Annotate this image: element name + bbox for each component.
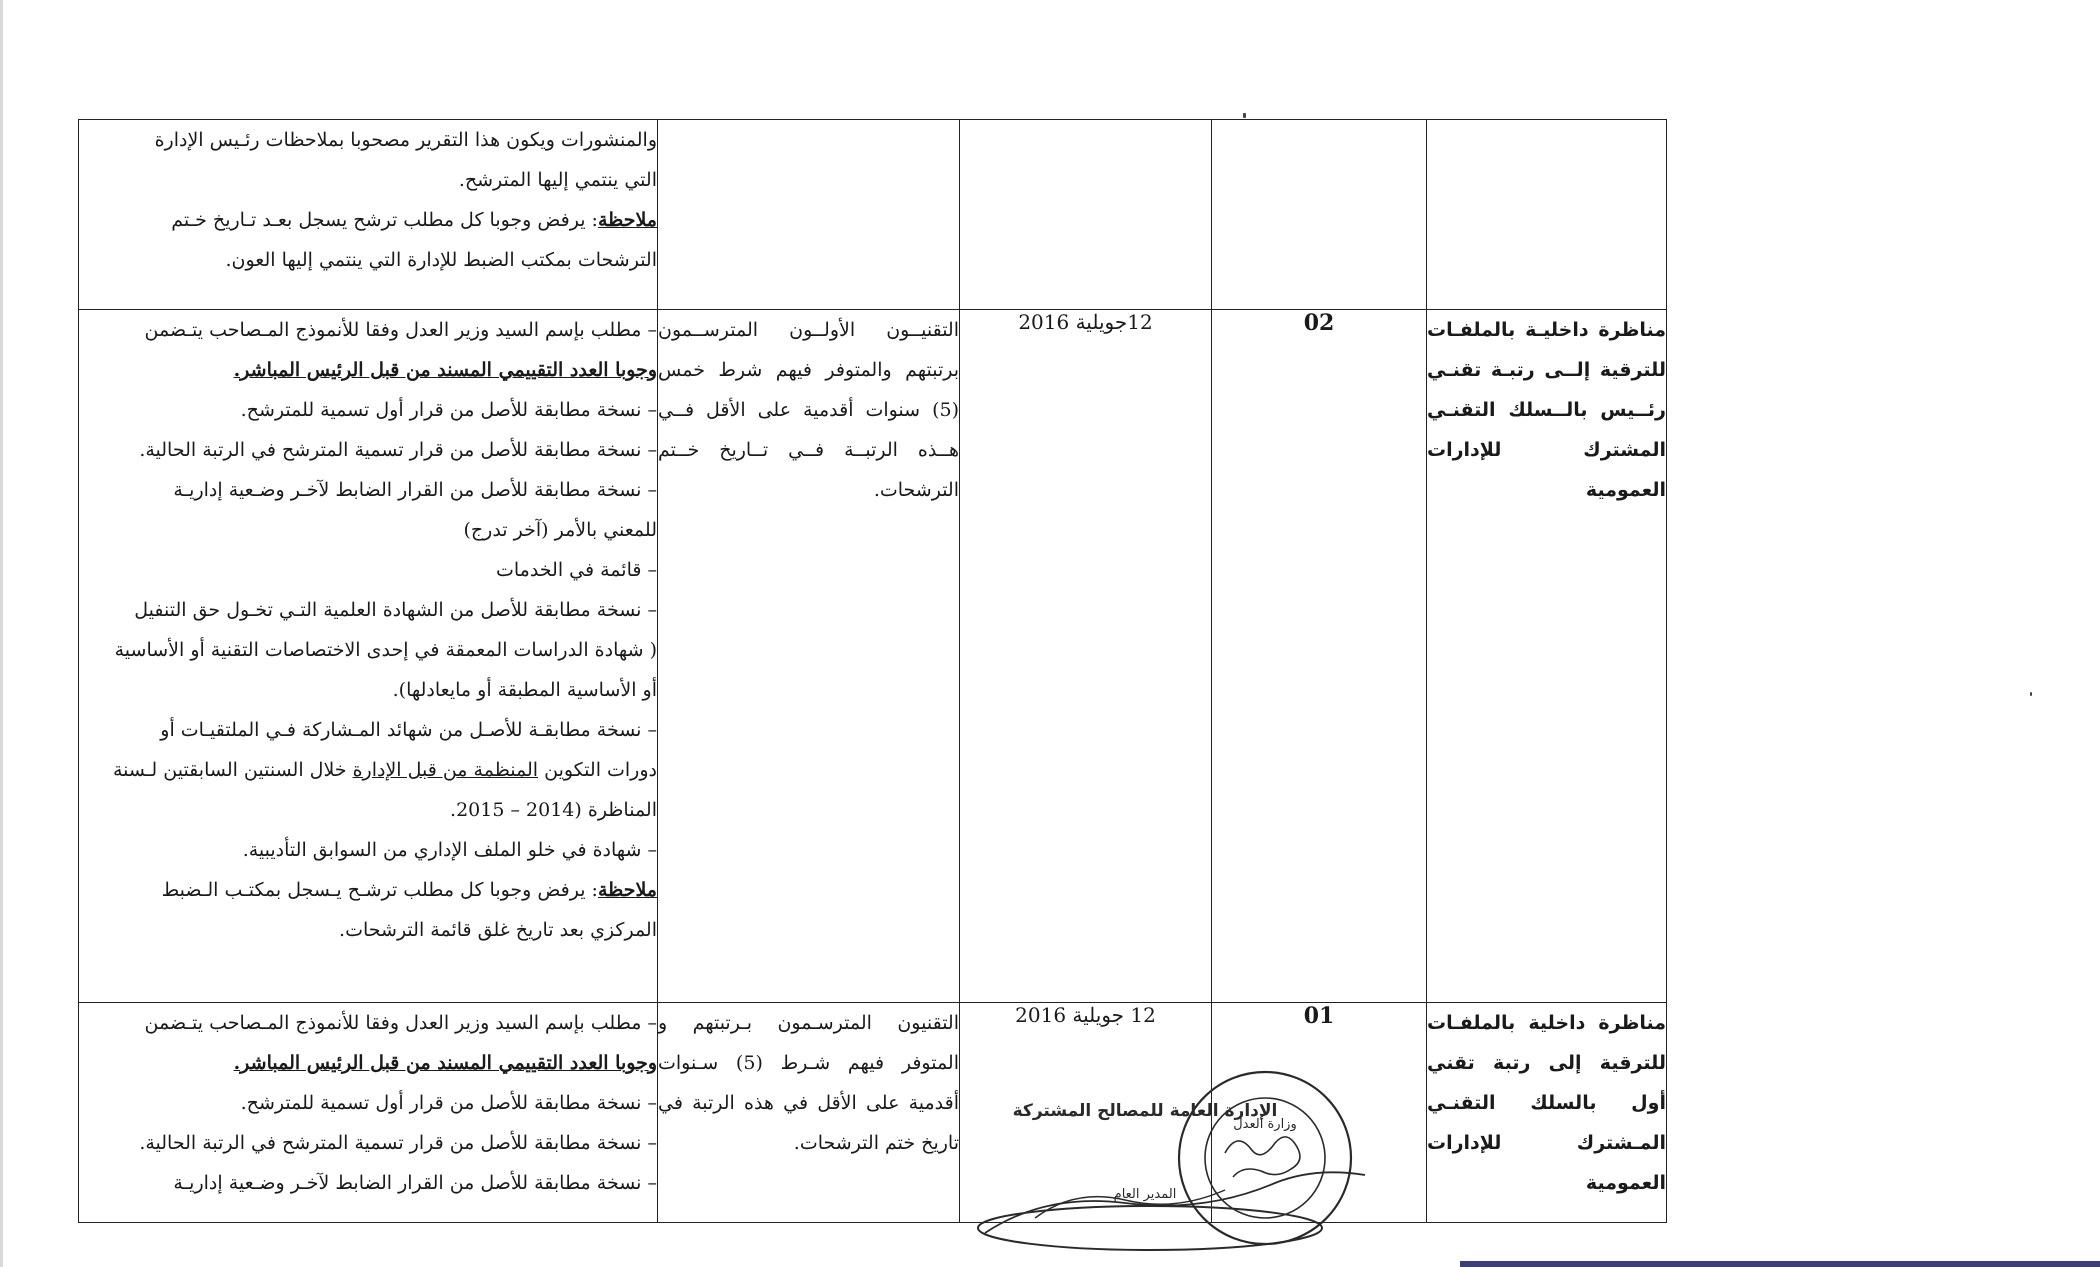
required-documents [79,1003,658,1223]
closing-date: 12 جويلية 2016 [960,1003,1212,1223]
note-line: ملاحظة: يرفض وجوبا كل مطلب ترشـح يـسجل بمكتـب الـضبط [161,879,657,901]
stamp-ring-text: وزارة العدل [1233,1117,1297,1132]
competition-number: 02 [1212,310,1427,1003]
competition-title: مناظرة داخليـة بالملفـات للترقية إلــى رتبـة تقنـي رئــيس بالــسلك التقنـي المشترك للإدارات العمومية [1427,310,1667,1003]
doc-line: للمعني بالأمر (آخر تدرج) [463,519,657,541]
doc-line: – شهادة في خلو الملف الإداري من السوابق التأديبية. [242,839,657,861]
scan-speck [2030,692,2032,696]
competition-number: 01 [1212,1003,1427,1223]
table-row [79,310,1667,1003]
doc-line: – نسخة مطابقة للأصل من القرار الضابط لآخـر وضـعية إداريـة [173,1172,657,1194]
note-label: ملاحظة [597,209,657,231]
eligibility-conditions: التقنيــون الأولــون المترســمون برتبتهم والمتوفر فيهم شرط خمس (5) سنوات أقدمية على الأقل فــي هــذه الرتبــة فــي تــاريخ خــتم الترشحات. [658,310,960,1003]
note-label: ملاحظة [597,879,657,901]
underlined-phrase: المنظمة من قبل الإدارة [352,759,539,781]
eligibility-conditions: التقنيون المترسـمون بـرتبتهم و المتوفر فيهم شـرط (5) سـنوات أقدمية على الأقل في هذه الرتبة في تاريخ ختم الترشحات. [658,1003,960,1223]
scan-edge-bottom [1460,1261,2100,1267]
conditions-cell [658,120,960,310]
doc-line: المناظرة (2014 – 2015. [450,799,657,821]
competition-title: مناظرة داخلية بالملفـات للترقية إلى رتبة تقني أول بالسلك التقنـي المـشترك للإدارات العمومية [1427,1003,1667,1223]
doc-line: دورات التكوين المنظمة من قبل الإدارة خلال السنتين السابقتين لـسنة [112,759,657,781]
doc-line: – نسخة مطابقـة للأصـل من شهائد المـشاركة فـي الملتقيـات أو [160,719,657,741]
doc-line: – نسخة مطابقة للأصل من قرار أول تسمية للمترشح. [240,1092,657,1114]
number-cell [1212,120,1427,310]
stamp-center-text: الإدارة العامة للمصالح المشتركة [1012,1101,1278,1121]
official-stamp-and-signature [975,1058,1395,1258]
required-documents [79,310,658,1003]
doc-line: ( شهادة الدراسات المعمقة في إحدى الاختصاصات التقنية أو الأساسية [114,639,657,661]
doc-line: – قائمة في الخدمات [495,559,657,581]
date-cell [960,120,1212,310]
competitions-table [78,119,1667,1223]
scan-edge [0,0,3,1267]
documents-cell [79,120,658,310]
table-row [79,1003,1667,1223]
doc-line: التي ينتمي إليها المترشح. [458,169,657,191]
doc-line: المركزي بعد تاريخ غلق قائمة الترشحات. [339,919,657,941]
note-line: ملاحظة: يرفض وجوبا كل مطلب ترشح يسجل بعـد تـاريخ خـتم [171,209,657,231]
doc-line: – مطلب بإسم السيد وزير العدل وفقا للأنموذج المـصاحب يتـضمن [144,1012,657,1034]
doc-line: – نسخة مطابقة للأصل من الشهادة العلمية التـي تخـول حق التنفيل [134,599,657,621]
doc-line: – نسخة مطابقة للأصل من قرار تسمية المترشح في الرتبة الحالية. [139,439,657,461]
table-row [79,120,1667,310]
signature-stroke [985,1172,1365,1233]
signature-caption: المدير العام [1113,1187,1177,1202]
doc-line: – نسخة مطابقة للأصل من قرار أول تسمية للمترشح. [240,399,657,421]
doc-line-emphasis: وجوبا العدد التقييمي المسند من قبل الرئيس المباشر. [233,359,657,381]
signature-loop [978,1206,1322,1250]
scan-speck [1243,113,1246,118]
doc-line: – مطلب بإسم السيد وزير العدل وفقا للأنموذج المـصاحب يتـضمن [144,319,657,341]
doc-line: أو الأساسية المطبقة أو مايعادلها). [392,679,657,701]
doc-line: – نسخة مطابقة للأصل من قرار تسمية المترشح في الرتبة الحالية. [139,1132,657,1154]
doc-line: والمنشورات ويكون هذا التقرير مصحوبا بملاحظات رئـيس الإدارة [154,129,657,151]
doc-line-emphasis: وجوبا العدد التقييمي المسند من قبل الرئيس المباشر. [233,1052,657,1074]
competition-title-cell [1427,120,1667,310]
doc-line: الترشحات بمكتب الضبط للإدارة التي ينتمي إليها العون. [225,249,657,271]
doc-line: – نسخة مطابقة للأصل من القرار الضابط لآخـر وضـعية إداريـة [173,479,657,501]
closing-date: 12جويلية 2016 [960,310,1212,1003]
stamp-emblem [1225,1137,1300,1177]
